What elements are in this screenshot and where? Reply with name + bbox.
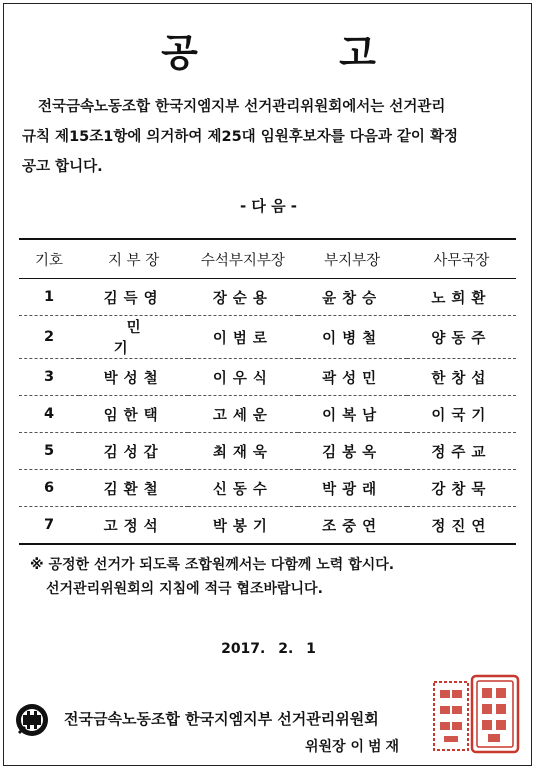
cell-number: 7 [19, 507, 79, 545]
cell-branch-chief: 김성갑 [79, 433, 188, 470]
cell-secretary-general: 정주교 [407, 433, 516, 470]
cell-branch-chief: 고정석 [79, 507, 188, 545]
cell-senior-deputy: 장순용 [188, 279, 297, 316]
cell-secretary-general: 이국기 [407, 396, 516, 433]
chair-title: 위원장 [305, 739, 346, 755]
cell-secretary-general: 강창묵 [407, 470, 516, 507]
note-line-1: ※ 공정한 선거가 되도록 조합원께서는 다함께 노력 합시다. [30, 557, 395, 573]
cell-number: 5 [19, 433, 79, 470]
cell-branch-chief: 박성철 [79, 359, 188, 396]
cell-secretary-general: 정진연 [407, 507, 516, 545]
announcement-date: 2017. 2. 1 [221, 641, 316, 657]
cell-deputy: 박광래 [298, 470, 407, 507]
cell-number: 2 [19, 316, 79, 359]
cell-senior-deputy: 이우식 [188, 359, 297, 396]
cell-senior-deputy: 최재욱 [188, 433, 297, 470]
header-deputy: 부지부장 [298, 239, 407, 279]
intro-paragraph [22, 92, 518, 182]
subheading: - 다 음 - [239, 197, 298, 215]
table-row [19, 470, 516, 507]
candidates-table [19, 238, 516, 545]
cell-deputy: 이병철 [298, 316, 407, 359]
cell-senior-deputy: 고세운 [188, 396, 297, 433]
page-title: 공 고 [161, 31, 440, 75]
cell-deputy: 김봉옥 [298, 433, 407, 470]
cell-number: 1 [19, 279, 79, 316]
cell-secretary-general: 양동주 [407, 316, 516, 359]
cell-deputy: 이복남 [298, 396, 407, 433]
cell-senior-deputy: 신동수 [188, 470, 297, 507]
intro-line-2: 규칙 제15조1항에 의거하여 제25대 임원후보자를 다음과 같이 확정 [22, 129, 458, 145]
chair-name: 이범재 [350, 739, 404, 755]
union-logo-icon [14, 702, 50, 738]
cell-number: 3 [19, 359, 79, 396]
chair-signature-line [305, 736, 403, 756]
cell-deputy: 윤창승 [298, 279, 407, 316]
cell-branch-chief: 김환철 [79, 470, 188, 507]
table-row [19, 279, 516, 316]
header-senior-deputy: 수석부지부장 [188, 239, 297, 279]
cell-number: 6 [19, 470, 79, 507]
note-line-2: 선거관리위원회의 지침에 적극 협조바랍니다. [46, 581, 323, 597]
header-secretary-general: 사무국장 [407, 239, 516, 279]
table-row [19, 316, 516, 359]
table-row [19, 507, 516, 545]
cell-deputy: 조중연 [298, 507, 407, 545]
header-branch-chief: 지 부 장 [79, 239, 188, 279]
cell-branch-chief: 김득영 [79, 279, 188, 316]
table-header-row [19, 239, 516, 279]
cell-secretary-general: 한창섭 [407, 359, 516, 396]
table-row [19, 433, 516, 470]
table-row [19, 359, 516, 396]
cell-senior-deputy: 이범로 [188, 316, 297, 359]
table-row [19, 396, 516, 433]
organization-name: 전국금속노동조합 한국지엠지부 선거관리위원회 [64, 710, 379, 728]
notes [30, 553, 394, 601]
intro-line-1: 전국금속노동조합 한국지엠지부 선거관리위원회에서는 선거관리 [38, 99, 446, 115]
cell-number: 4 [19, 396, 79, 433]
cell-secretary-general: 노희환 [407, 279, 516, 316]
cell-senior-deputy: 박봉기 [188, 507, 297, 545]
cell-branch-chief: 임한택 [79, 396, 188, 433]
cell-branch-chief: 민 기 [79, 316, 188, 359]
official-seal-stamp [428, 670, 524, 758]
cell-deputy: 곽성민 [298, 359, 407, 396]
intro-line-3: 공고 합니다. [22, 159, 103, 175]
header-number: 기호 [19, 239, 79, 279]
